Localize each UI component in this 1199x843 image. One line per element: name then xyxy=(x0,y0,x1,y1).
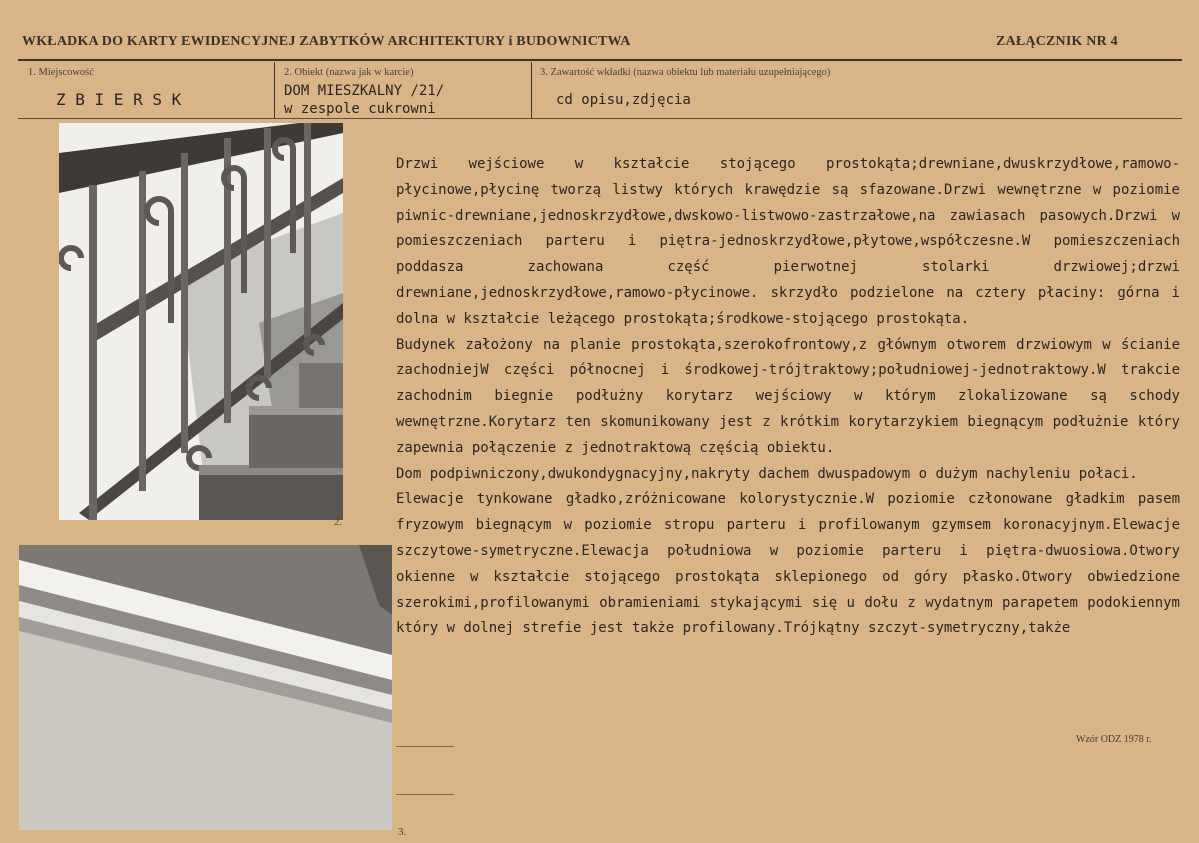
description-paragraph-doors: Drzwi wejściowe w kształcie stojącego prostokąta;drewniane,dwuskrzydłowe,ramowo-płycinowe,płycinę tworzą listwy których krawędzie są sfazowane.Drzwi wewnętrzne w poziomie piwnic-drewniane,jednoskrzydłowe,dwskowo-listwowo-zastrzałowe,na zawiasach pasowych.Drzwi w pomieszczeniach parteru i piętra-jednoskrzydłowe,płytowe,współczesne.W pomieszczeniach poddasza zachowana część pierwotnej stolarki drzwiowej;drzwi drewniane,jednoskrzydłowe,ramowo-płycinowe. skrzydło podzielone na cztery płaciny: górna i dolna w kształcie leżącego prostokąta;środkowe-stojącego prostokąta. xyxy=(396,156,1180,327)
photo-cornice-detail xyxy=(19,545,392,830)
field-2-value-line1: DOM MIESZKALNY /21/ xyxy=(284,83,445,99)
description-paragraph-elevations: Elewacje tynkowane gładko,zróżnicowane kolorystycznie.W poziomie członowane gładkim pasem fryzowym biegnącym w poziomie stropu parteru i profilowanym gzymsem koronacyjnym.Elewacje szczytowe-symetryczne.Elewacja południowa w poziomie parteru i piętra-dwuosiowa.Otwory okienne w kształcie stojącego prostokąta sklepionego od góry płasko.Otwory obwiedzione szerokimi,profilowanymi obramieniami stykającymi się u dołu z wydatnym parapetem podokiennym który w dolnej strefie jest także profilowany.Trójkątny szczyt-symetryczny,także xyxy=(396,491,1180,637)
photo-staircase-railing xyxy=(59,123,343,520)
field-2-value-line2: w zespole cukrowni xyxy=(284,101,436,117)
staircase-railing-image xyxy=(59,123,343,520)
photo-1-number: 2. xyxy=(334,516,343,528)
form-model-mark: Wzór ODZ 1978 r. xyxy=(1076,734,1152,745)
field-1-value: Z B I E R S K xyxy=(56,90,182,109)
field-divider-1 xyxy=(274,62,275,118)
description-text xyxy=(396,152,1180,642)
field-3-value: cd opisu,zdjęcia xyxy=(556,92,691,108)
footer-dotted-rule-1 xyxy=(396,746,454,747)
footer-dotted-rule-2 xyxy=(396,794,454,795)
form-title: WKŁADKA DO KARTY EWIDENCYJNEJ ZABYTKÓW ARCHITEKTURY i BUDOWNICTWA xyxy=(22,34,631,49)
photo-2-number: 3. xyxy=(398,826,407,838)
field-2-label: 2. Obiekt (nazwa jak w karcie) xyxy=(284,67,414,78)
fields-rule xyxy=(18,118,1182,119)
description-paragraph-plan: Budynek założony na planie prostokąta,szerokofrontowy,z głównym otworem drzwiowym w ścianie zachodniejW części północnej i środkowej-trójtraktowy;południowej-jednotraktowy.W trakcie zachodnim biegnie podłużny korytarz wejściowy w którym zlokalizowane są schody wewnętrzne.Korytarz ten skomunikowany jest z krótkim korytarzykiem biegnącym podłużnie który zapewnia połączenie z jednotraktową częścią obiektu. xyxy=(396,336,1180,456)
field-1-label: 1. Miejscowość xyxy=(28,67,94,78)
attachment-number: ZAŁĄCZNIK NR 4 xyxy=(996,34,1118,49)
description-paragraph-roof: Dom podpiwniczony,dwukondygnacyjny,nakryty dachem dwuspadowym o dużym nachyleniu połaci. xyxy=(396,465,1138,482)
field-divider-2 xyxy=(531,62,532,118)
field-3-label: 3. Zawartość wkładki (nazwa obiektu lub materiału uzupełniającego) xyxy=(540,67,831,78)
cornice-image xyxy=(19,545,392,830)
header-rule xyxy=(18,59,1182,61)
